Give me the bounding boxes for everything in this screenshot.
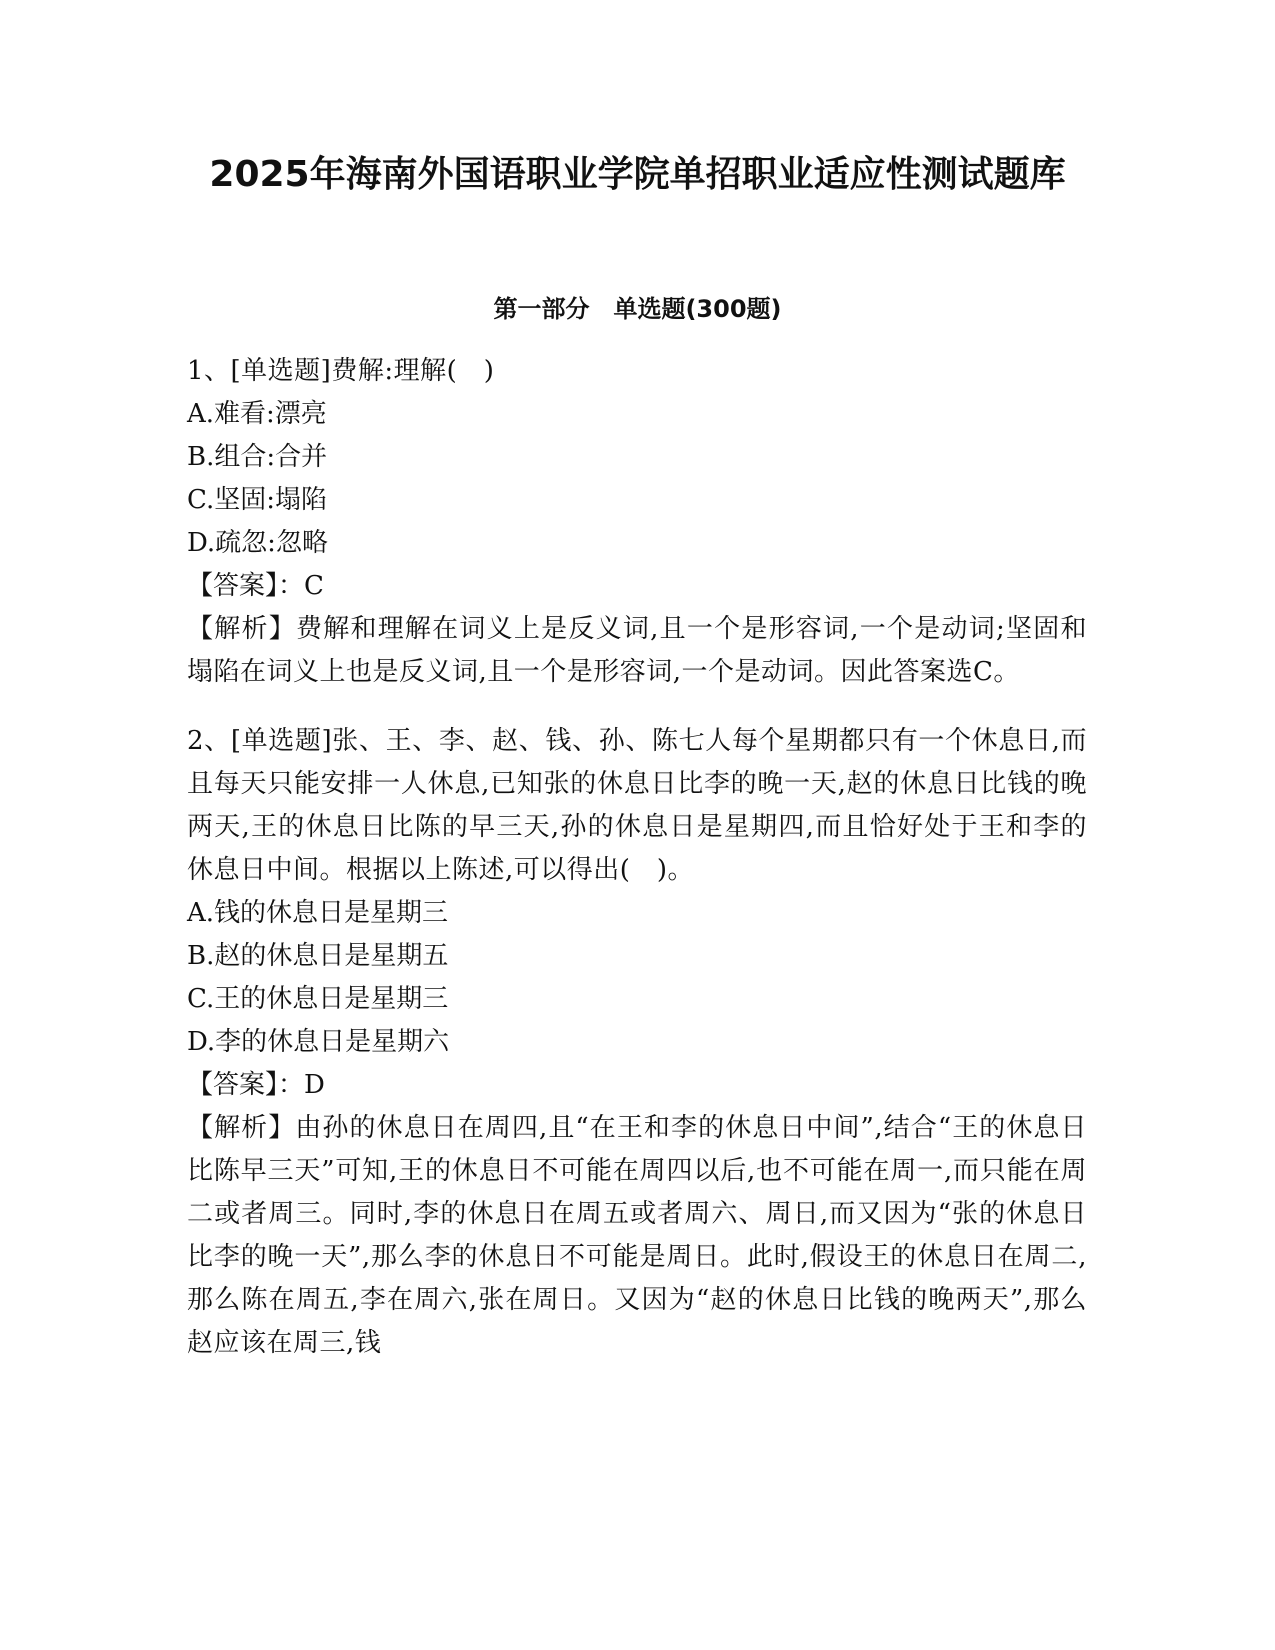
section-title: 第一部分 单选题(300题) <box>493 295 782 323</box>
answer-line: 【答案】：C <box>187 571 324 601</box>
question-item-1 <box>187 350 1087 694</box>
option-b: B.组合:合并 <box>187 442 328 472</box>
question-stem: 1、[单选题]费解:理解( ) <box>187 356 495 386</box>
answer-line: 【答案】：D <box>187 1070 325 1100</box>
option-d: D.李的休息日是星期六 <box>187 1027 450 1057</box>
question-stem: 2、[单选题]张、王、李、赵、钱、孙、陈七人每个星期都只有一个休息日,而且每天只能安排一人休息,已知张的休息日比李的晚一天,赵的休息日比钱的晚两天,王的休息日比陈的早三天,孙的休息日是星期四,而且恰好处于王和李的休息日中间。根据以上陈述,可以得出( )。 <box>187 726 1087 885</box>
option-a: A.钱的休息日是星期三 <box>187 898 449 928</box>
option-c: C.王的休息日是星期三 <box>187 984 449 1014</box>
question-item-2 <box>187 720 1087 1365</box>
option-c: C.坚固:塌陷 <box>187 485 327 515</box>
analysis-text: 【解析】由孙的休息日在周四,且“在王和李的休息日中间”,结合“王的休息日比陈早三天”可知,王的休息日不可能在周四以后,也不可能在周一,而只能在周二或者周三。同时,李的休息日在周五或者周六、周日,而又因为“张的休息日比李的晚一天”,那么李的休息日不可能是周日。此时,假设王的休息日在周二,那么陈在周五,李在周六,张在周日。又因为“赵的休息日比钱的晚两天”,那么赵应该在周三,钱 <box>187 1113 1087 1358</box>
option-b: B.赵的休息日是星期五 <box>187 941 449 971</box>
option-d: D.疏忽:忽略 <box>187 528 328 558</box>
option-a: A.难看:漂亮 <box>187 399 327 429</box>
question-list <box>187 350 1087 1391</box>
document-title: 2025年海南外国语职业学院单招职业适应性测试题库 <box>209 154 1066 195</box>
analysis-text: 【解析】费解和理解在词义上是反义词,且一个是形容词,一个是动词;坚固和塌陷在词义上也是反义词,且一个是形容词,一个是动词。因此答案选C。 <box>187 614 1087 687</box>
